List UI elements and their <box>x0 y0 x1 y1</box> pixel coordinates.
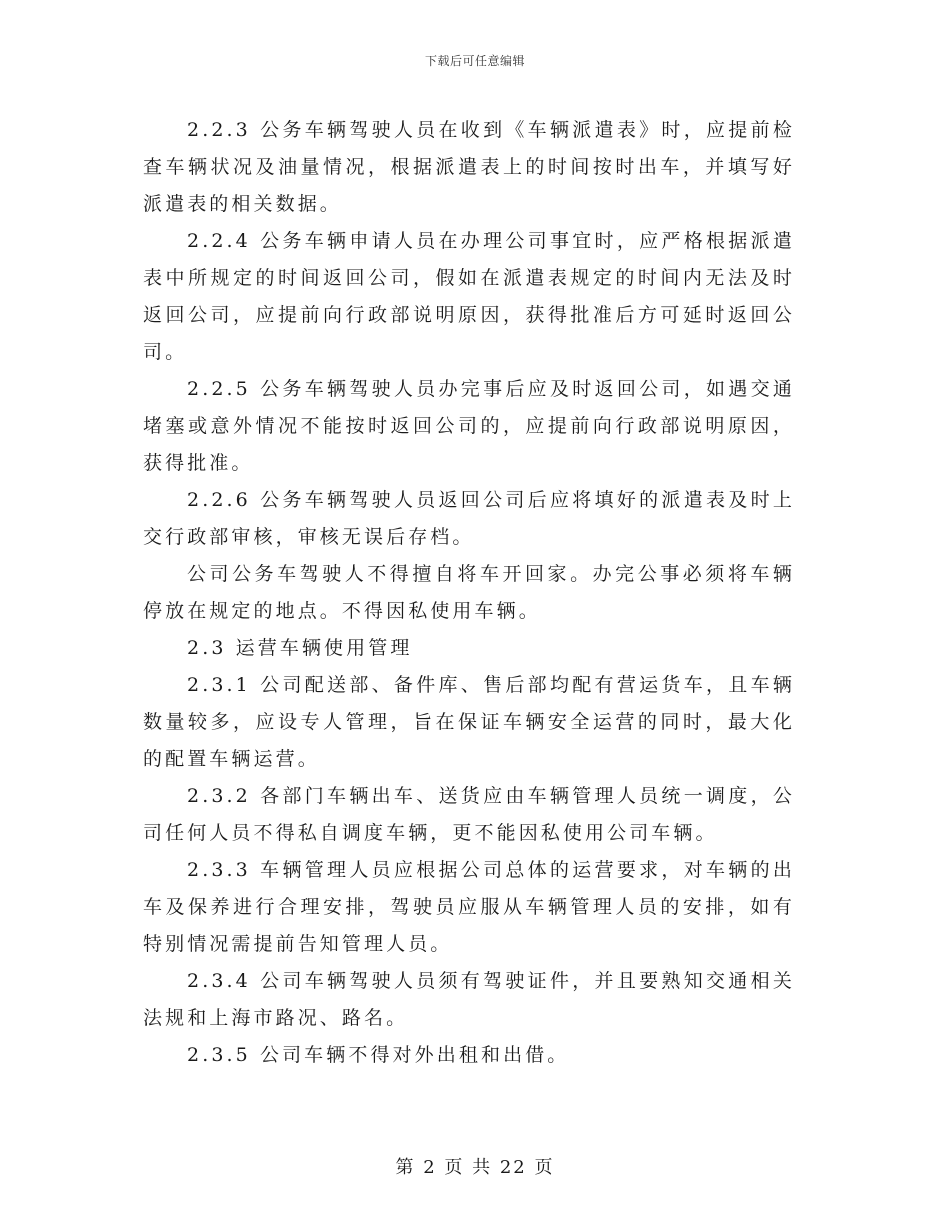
paragraph-2-2-3: 2.2.3 公务车辆驾驶人员在收到《车辆派遣表》时，应提前检查车辆状况及油量情况，根据派遣表上的时间按时出车，并填写好派遣表的相关数据。 <box>143 119 795 215</box>
paragraph-2-2-6: 2.2.6 公务车辆驾驶人员返回公司后应将填好的派遣表及时上交行政部审核，审核无误后存档。 <box>143 489 795 548</box>
paragraph-2-3-5: 2.3.5 公司车辆不得对外出租和出借。 <box>187 1044 570 1066</box>
paragraph-driver-rule: 公司公务车驾驶人不得擅自将车开回家。办完公事必须将车辆停放在规定的地点。不得因私使用车辆。 <box>143 563 795 622</box>
page-footer: 第 2 页 共 22 页 <box>395 1157 555 1178</box>
paragraph-2-2-4: 2.2.4 公务车辆申请人员在办理公司事宜时，应严格根据派遣表中所规定的时间返回公司，假如在派遣表规定的时间内无法及时返回公司，应提前向行政部说明原因，获得批准后方可延时返回公司。 <box>143 230 795 363</box>
paragraph-2-2-5: 2.2.5 公务车辆驾驶人员办完事后应及时返回公司，如遇交通堵塞或意外情况不能按时返回公司的，应提前向行政部说明原因，获得批准。 <box>143 378 795 474</box>
section-heading-2-3: 2.3 运营车辆使用管理 <box>187 637 413 659</box>
paragraph-2-3-4: 2.3.4 公司车辆驾驶人员须有驾驶证件，并且要熟知交通相关法规和上海市路况、路名。 <box>143 970 795 1029</box>
paragraph-2-3-2: 2.3.2 各部门车辆出车、送货应由车辆管理人员统一调度，公司任何人员不得私自调度车辆，更不能因私使用公司车辆。 <box>143 785 795 844</box>
paragraph-2-3-3: 2.3.3 车辆管理人员应根据公司总体的运营要求，对车辆的出车及保养进行合理安排，驾驶员应服从车辆管理人员的安排，如有特别情况需提前告知管理人员。 <box>143 859 795 955</box>
document-body <box>143 112 795 1074</box>
paragraph-2-3-1: 2.3.1 公司配送部、备件库、售后部均配有营运货车，且车辆数量较多，应设专人管理，旨在保证车辆安全运营的同时，最大化的配置车辆运营。 <box>143 674 795 770</box>
page-header: 下载后可任意编辑 <box>424 54 525 68</box>
